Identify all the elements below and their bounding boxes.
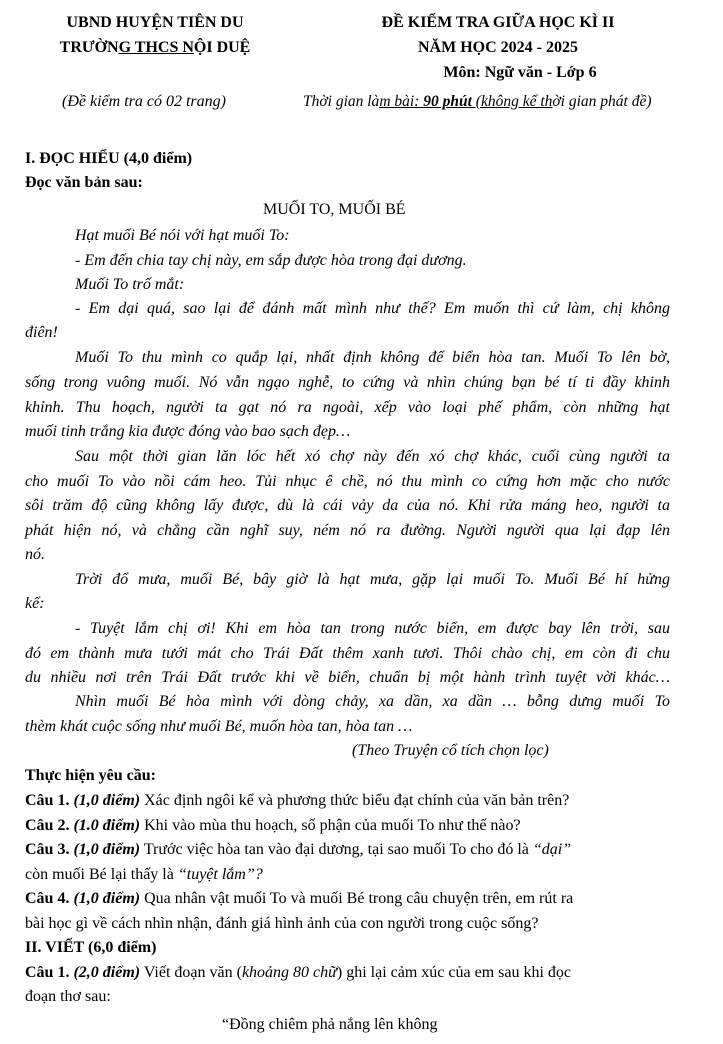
district-name: UBND HUYỆN TIÊN DU — [66, 14, 244, 31]
section1-heading: I. ĐỌC HIỂU (4,0 điểm) — [25, 150, 193, 167]
question-label: Câu 1. — [25, 792, 70, 809]
question-2 — [25, 816, 521, 836]
story-line: sôi trăm độ cũng không lấy được, dù là cái vảy da của nó. Khi rửa máng heo, người ta — [25, 497, 670, 514]
story-title: MUỐI TO, MUỐI BÉ — [263, 201, 406, 218]
question-text: khoảng 80 chữ — [241, 964, 337, 981]
story-line: khỉnh. Thu hoạch, người ta gạt nó ra ngoài, xếp vào loại phế phẩm, còn những hạt — [25, 399, 670, 416]
school-name-part: TRƯỜN — [59, 39, 119, 56]
story-line: muối tinh trắng kia được đóng vào bao sạch đẹp… — [25, 423, 351, 440]
story-line: Nhìn muối Bé hòa mình với dòng chảy, xa dần, xa dần … bỗng dưng muối To — [75, 693, 670, 710]
poem-line: “Đồng chiêm phả nắng lên không — [222, 1016, 438, 1033]
story-line: nó. — [25, 546, 45, 563]
time-note-part: m bài: — [379, 93, 424, 110]
time-note-part: Thời gian là — [303, 93, 380, 110]
question-4-cont: bài học gì về cách nhìn nhận, đánh giá hình ảnh của con người trong cuộc sống? — [25, 915, 539, 932]
story-line: Muối To trố mắt: — [75, 276, 185, 293]
school-name-part: G THCS N — [118, 39, 194, 56]
question-text: Trước việc hòa tan vào đại dương, tại sao muối To cho đó là — [140, 841, 533, 858]
school-year: NĂM HỌC 2024 - 2025 — [418, 39, 578, 56]
story-line: du nhiều nơi trên Trái Đất trước khi về biển, chuẩn bị một hành trình tuyệt vời khác… — [25, 669, 670, 686]
question-points: (1,0 điểm) — [73, 792, 141, 809]
story-line: Trời đổ mưa, muối Bé, bây giờ là hạt mưa, gặp lại muối To. Muối Bé hí hửng — [75, 571, 670, 588]
school-name — [5, 39, 305, 57]
time-note-part: 90 phút — [423, 93, 472, 110]
time-note — [303, 92, 652, 112]
story-line: cho muối To vào nồi cám heo. Tủi nhục ê chề, nó thu mình co cứng hơn mặc cho nước — [25, 473, 670, 490]
question-label: Câu 1. — [25, 964, 70, 981]
question-text: Khi vào mùa thu hoạch, số phận của muối To như thế nào? — [140, 817, 521, 834]
question-points: (1,0 điểm) — [73, 841, 141, 858]
subject-grade: Môn: Ngữ văn - Lớp 6 — [443, 64, 597, 81]
story-line: điên! — [25, 324, 58, 341]
question-label: Câu 3. — [25, 841, 70, 858]
story-line: - Tuyệt lắm chị ơi! Khi em hòa tan trong nước biển, em được bay lên trời, sau — [75, 620, 670, 637]
story-line: - Em dại quá, sao lại để đánh mất mình như thế? Em muốn thì cứ làm, chị không — [75, 300, 670, 317]
question-4 — [25, 889, 573, 909]
question-text: Viết đoạn văn ( — [140, 964, 242, 981]
story-line: thèm khát cuộc sống như muối Bé, muốn hòa tan, hòa tan … — [25, 718, 413, 735]
story-source: (Theo Truyện cổ tích chọn lọc) — [352, 742, 549, 759]
question-1 — [25, 791, 569, 811]
question-text: ) ghi lại cảm xúc của em sau khi đọc — [336, 964, 572, 981]
story-line: phát hiện nó, và chẳng cần nghĩ suy, ném nó ra đường. Người người qua lại đạp lên — [25, 522, 670, 539]
question-text: Xác định ngôi kể và phương thức biểu đạt chính của văn bản trên? — [140, 792, 570, 809]
writing-question-1 — [25, 963, 571, 983]
time-note-part: ời gian phát đề) — [552, 93, 652, 110]
question-text: còn muối Bé lại thấy là — [25, 866, 178, 883]
question-points: (1.0 điểm) — [73, 817, 141, 834]
school-name-part: ỘI DUỆ — [193, 39, 251, 56]
question-label: Câu 2. — [25, 817, 70, 834]
tasks-heading: Thực hiện yêu cầu: — [25, 767, 156, 784]
story-line: Muối To thu mình co quắp lại, nhất định không để biển hòa tan. Muối To lên bờ, — [75, 349, 670, 366]
story-line: sống trong vuông muối. Nó vẫn ngạo nghễ, to cứng và nhìn chúng bạn bé tí ti đầy khinh — [25, 374, 670, 391]
story-line: Sau một thời gian lăn lóc hết xó chợ này đến xó chợ khác, cuối cùng người ta — [75, 448, 670, 465]
question-quote: “dại” — [532, 841, 572, 858]
question-label: Câu 4. — [25, 890, 70, 907]
story-line: đó em thành mưa tưới mát cho Trái Đất thêm xanh tươi. Thôi chào chị, em còn đi chu — [25, 645, 670, 662]
question-3-cont — [25, 865, 263, 885]
question-quote: “tuyệt lắm”? — [177, 866, 263, 883]
question-3 — [25, 840, 571, 860]
page-count-note: (Đề kiểm tra có 02 trang) — [62, 93, 226, 110]
exam-title: ĐỀ KIỂM TRA GIỮA HỌC KÌ II — [381, 14, 615, 31]
reading-instruction: Đọc văn bản sau: — [25, 174, 143, 191]
story-line: kể: — [25, 595, 45, 612]
time-note-part: (không kể th — [471, 93, 553, 110]
question-text: Qua nhân vật muối To và muối Bé trong câu chuyện trên, em rút ra — [140, 890, 574, 907]
writing-question-1-cont: đoạn thơ sau: — [25, 988, 111, 1005]
section2-heading: II. VIẾT (6,0 điểm) — [25, 939, 157, 956]
story-line: Hạt muối Bé nói với hạt muối To: — [75, 227, 290, 244]
story-line: - Em đến chia tay chị này, em sắp được hòa trong đại dương. — [75, 252, 467, 269]
question-points: (2,0 điểm) — [73, 964, 141, 981]
question-points: (1,0 điểm) — [73, 890, 141, 907]
